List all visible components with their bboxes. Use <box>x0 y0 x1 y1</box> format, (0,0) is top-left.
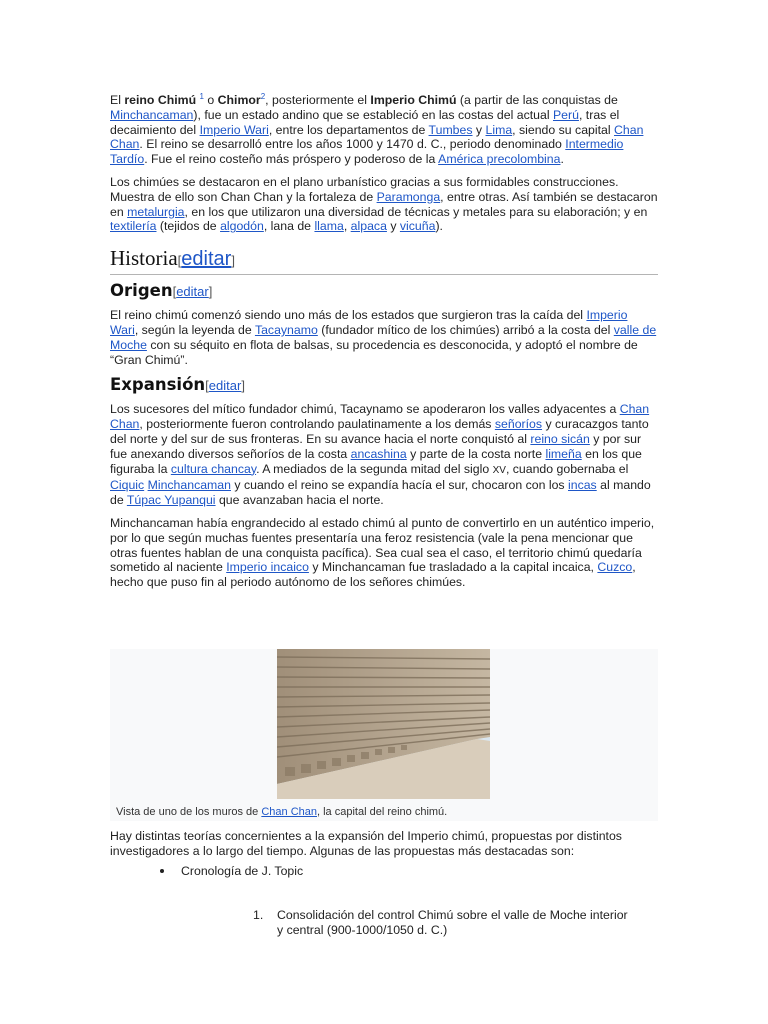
expansion-paragraph-2 <box>110 516 658 590</box>
link-vicuna[interactable]: vicuña <box>399 219 436 234</box>
bold-term: reino Chimú <box>124 93 197 107</box>
text: y Minchancaman fue trasladado a la capital incaica, <box>308 560 598 575</box>
theories-section <box>110 829 658 867</box>
text: , posteriormente el <box>265 93 371 107</box>
bracket: [ <box>172 284 177 300</box>
link-tumbes[interactable]: Tumbes <box>428 122 473 137</box>
link-chan-chan[interactable]: Chan Chan <box>110 402 650 432</box>
text: o <box>203 93 218 107</box>
expansion-paragraph-1 <box>110 402 658 508</box>
link-america-precolombina[interactable]: América precolombina <box>438 152 561 167</box>
edit-section-expansion <box>205 376 245 394</box>
link-senorios[interactable]: señoríos <box>494 417 543 432</box>
text: y <box>472 122 486 137</box>
text: , en los que utilizaron una diversidad de técnicas y metales para su elaboración; y en <box>184 204 648 219</box>
heading-historia <box>110 246 658 275</box>
link-cultura-chancay[interactable]: cultura chancay <box>170 461 257 476</box>
origen-paragraph <box>110 308 658 367</box>
text: , entre los departamentos de <box>268 122 429 137</box>
edit-section-origen <box>173 282 213 300</box>
article-body <box>110 93 658 598</box>
wall-photo-illustration <box>277 649 490 799</box>
link-tacaynamo[interactable]: Tacaynamo <box>254 322 318 337</box>
heading-text: Expansión <box>110 375 206 395</box>
figure-chan-chan <box>110 649 658 821</box>
bullet-marker <box>160 869 164 873</box>
link-metalurgia[interactable]: metalurgia <box>127 204 185 219</box>
text: con su séquito en flota de balsas, su procedencia es desconocida, y adoptó el nombre de “Gran Chimú”. <box>110 337 638 367</box>
text: y por sur fue anexando diversos señoríos de la costa <box>110 431 642 461</box>
caption-text: Vista de uno de los muros de <box>116 806 262 818</box>
bracket: ] <box>231 253 235 269</box>
century-numeral: XV <box>492 464 506 476</box>
text: . El reino se desarrolló entre los años 1000 y 1470 d. C., periodo denominado <box>139 137 566 152</box>
edit-link-expansion[interactable]: editar <box>208 378 242 394</box>
ordered-item-text: Consolidación del control Chimú sobre el valle de Moche interior y central (900-1000/1050 d. C.) <box>277 908 628 937</box>
text: (a partir de las conquistas de <box>456 93 618 107</box>
link-textileria[interactable]: textilería <box>110 219 157 234</box>
text: . <box>560 152 564 167</box>
text: , lana de <box>263 219 315 234</box>
figure-caption <box>116 806 447 819</box>
link-algodon[interactable]: algodón <box>220 219 264 234</box>
bracket: ] <box>208 284 213 300</box>
text: , cuando gobernaba el <box>505 461 629 476</box>
text: El <box>110 93 125 107</box>
text: , <box>343 219 351 234</box>
link-cuzco[interactable]: Cuzco <box>597 560 633 575</box>
bold-term: Chimor <box>217 93 261 107</box>
text: y cuando el reino se expandía hacía el sur, chocaron con los <box>230 478 568 493</box>
text: , según la leyenda de <box>134 322 255 337</box>
heading-text: Origen <box>110 281 173 301</box>
edit-link-origen[interactable]: editar <box>176 284 209 300</box>
link-ciquic[interactable]: Ciquic <box>110 478 145 493</box>
link-lima[interactable]: Lima <box>485 122 513 137</box>
link-minchancaman[interactable]: Minchancaman <box>147 478 231 493</box>
link-reino-sican[interactable]: reino sicán <box>530 431 590 446</box>
text: (fundador mítico de los chimúes) arribó a la costa del <box>317 322 614 337</box>
text: Los chimúes se destacaron en el plano urbanístico gracias a sus formidables construcciones. Muestra de ello son Chan Chan y la fortaleza de <box>110 174 619 204</box>
heading-origen <box>110 281 658 302</box>
link-peru[interactable]: Perú <box>552 107 579 122</box>
bold-term: Imperio Chimú <box>370 93 457 107</box>
text: al mando de <box>110 478 651 508</box>
text: (tejidos de <box>156 219 221 234</box>
link-paramonga[interactable]: Paramonga <box>376 189 441 204</box>
text: Los sucesores del mítico fundador chimú, Tacaynamo se apoderaron los valles adyacentes a <box>110 402 620 417</box>
ref-link[interactable]: 2 <box>260 91 266 101</box>
link-tupac-yupanqui[interactable]: Túpac Yupanqui <box>126 493 216 508</box>
text: en los que figuraba la <box>110 446 642 476</box>
text: . Fue el reino costeño más próspero y poderoso de la <box>144 152 439 167</box>
link-chan-chan[interactable]: Chan Chan <box>261 806 317 818</box>
link-chan-chan[interactable]: Chan Chan <box>110 122 644 152</box>
bracket: ] <box>241 378 245 394</box>
link-alpaca[interactable]: alpaca <box>350 219 387 234</box>
link-valle-de-moche[interactable]: valle de Moche <box>110 322 657 352</box>
link-imperio-wari[interactable]: Imperio Wari <box>199 122 269 137</box>
text: y <box>386 219 400 234</box>
link-incas[interactable]: incas <box>568 478 597 493</box>
text: El reino chimú comenzó siendo uno más de los estados que surgieron tras la caída del <box>110 308 587 323</box>
chan-chan-wall-image[interactable] <box>277 649 490 799</box>
text: , siendo su capital <box>512 122 615 137</box>
text: y curacazgos tanto del norte y del sur de sus fronteras. En su avance hacia el norte conquistó al <box>110 417 649 446</box>
theories-intro: Hay distintas teorías concernientes a la expansión del Imperio chimú, propuestas por distintos investigadores a lo largo del tiempo. Algunas de las propuestas más destacadas son: <box>110 829 622 858</box>
text: Minchancaman había engrandecido al estado chimú al punto de convertirlo en un auténtico imperio, por lo que según muchas fuentes presentaría una feroz resistencia (vale la pena mencionar que otras fuentes hablan de una conquista pacífica). Sea cual sea el caso, el territorio chimú quedaría sometido al naciente <box>110 515 655 575</box>
bracket: [ <box>205 378 209 394</box>
link-minchancaman[interactable]: Minchancaman <box>110 107 194 122</box>
text: , tras el decaimiento del <box>110 107 620 137</box>
edit-link-historia[interactable]: editar <box>181 248 232 271</box>
bullet-item-topic: Cronología de J. Topic <box>181 864 304 878</box>
link-limena[interactable]: limeña <box>545 446 582 461</box>
edit-section-historia <box>178 247 235 270</box>
text: ), fue un estado andino que se estableció en las costas del actual <box>193 107 553 122</box>
link-ancashina[interactable]: ancashina <box>350 446 407 461</box>
ref-link[interactable]: 1 <box>199 91 204 101</box>
caption-text: , la capital del reino chimú. <box>317 806 448 818</box>
link-imperio-incaico[interactable]: Imperio incaico <box>226 560 309 575</box>
ordered-item-number: 1. <box>253 908 264 922</box>
intro-paragraph-1 <box>110 93 658 167</box>
heading-expansion <box>110 375 658 396</box>
text: y parte de la costa norte <box>406 446 546 461</box>
text: ). <box>435 219 443 234</box>
intro-paragraph-2 <box>110 175 658 234</box>
link-imperio-wari[interactable]: Imperio Wari <box>110 308 628 337</box>
text: . A mediados de la segunda mitad del siglo <box>256 461 493 476</box>
link-intermedio-tardio[interactable]: Intermedio Tardío <box>110 137 624 167</box>
heading-text: Historia <box>110 246 178 271</box>
text: que avanzaban hacia el norte. <box>215 493 384 508</box>
text: , posteriormente fueron controlando paulatinamente a los demás <box>139 417 495 432</box>
link-llama[interactable]: llama <box>314 219 344 234</box>
bracket: [ <box>177 253 182 269</box>
text: , hecho que puso fin al periodo autónomo de los señores chimúes. <box>110 560 636 590</box>
text: , entre otras. Así también se destacaron en <box>110 189 658 219</box>
